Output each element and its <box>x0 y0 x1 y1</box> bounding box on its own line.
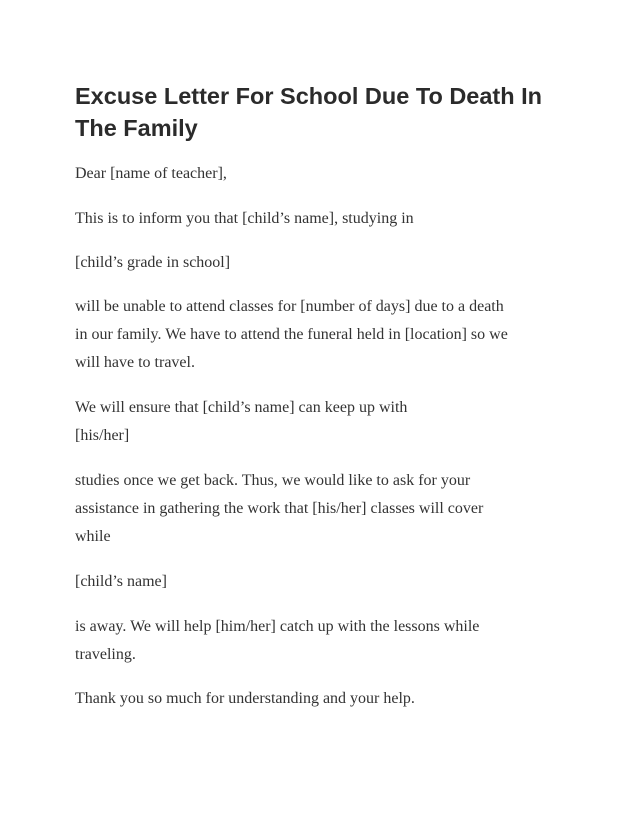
paragraph-grade: [child’s grade in school] <box>75 254 231 271</box>
paragraph-absence-line-3: will have to travel. <box>75 354 195 371</box>
document-title <box>75 80 575 144</box>
closing-line: Thank you so much for understanding and your help. <box>75 690 415 707</box>
title-line-2: The Family <box>75 115 198 141</box>
paragraph-intro: This is to inform you that [child’s name], studying in <box>75 210 414 227</box>
paragraph-keep-up <box>75 394 575 450</box>
paragraph-absence-line-2: in our family. We have to attend the funeral held in [location] so we <box>75 326 508 343</box>
paragraph-absence-line-1: will be unable to attend classes for [number of days] due to a death <box>75 298 504 315</box>
paragraph-studies-line-3: while <box>75 528 111 545</box>
title-line-1: Excuse Letter For School Due To Death In <box>75 83 543 109</box>
paragraph-away-line-2: traveling. <box>75 646 136 663</box>
paragraph-keep-up-line-1: We will ensure that [child’s name] can keep up with <box>75 399 408 416</box>
paragraph-away <box>75 613 575 669</box>
paragraph-child-name: [child’s name] <box>75 573 167 590</box>
paragraph-away-line-1: is away. We will help [him/her] catch up with the lessons while <box>75 618 480 635</box>
paragraph-keep-up-line-2: [his/her] <box>75 427 130 444</box>
salutation: Dear [name of teacher], <box>75 165 227 182</box>
paragraph-studies-line-2: assistance in gathering the work that [his/her] classes will cover <box>75 500 484 517</box>
paragraph-studies <box>75 467 575 551</box>
paragraph-studies-line-1: studies once we get back. Thus, we would like to ask for your <box>75 472 471 489</box>
paragraph-absence <box>75 293 575 377</box>
